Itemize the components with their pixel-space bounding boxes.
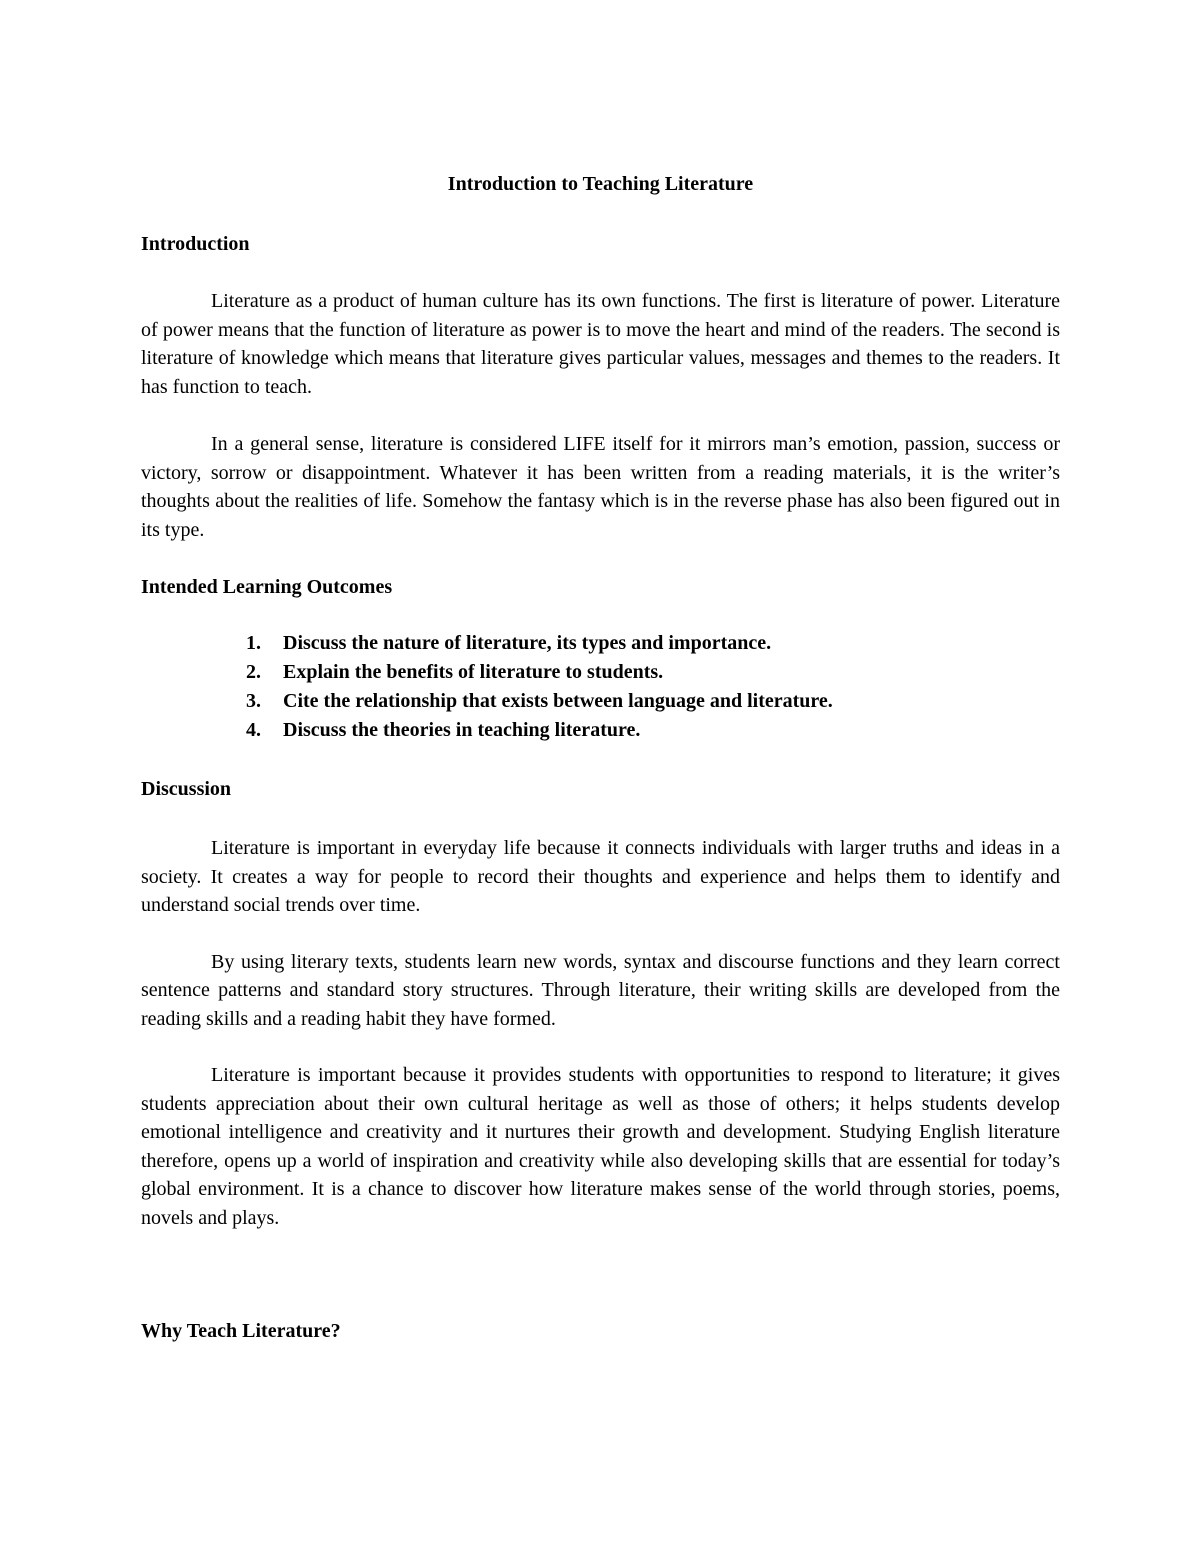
- learning-outcome-text: Explain the benefits of literature to students.: [283, 661, 664, 683]
- document-title: Introduction to Teaching Literature: [447, 173, 754, 195]
- why-teach-heading: Why Teach Literature?: [141, 1320, 341, 1342]
- learning-outcome-text: Discuss the nature of literature, its types and importance.: [283, 632, 772, 654]
- list-number: 3.: [246, 690, 261, 712]
- learning-outcome-item: [141, 716, 1060, 745]
- list-number: 4.: [246, 719, 261, 741]
- discussion-paragraph: Literature is important in everyday life because it connects individuals with larger truths and ideas in a society. It creates a way for people to record their thoughts and experience and helps them to identify and understand social trends over time.: [141, 837, 1060, 916]
- learning-outcome-text: Discuss the theories in teaching literature.: [283, 719, 641, 741]
- introduction-heading: Introduction: [141, 233, 250, 255]
- learning-outcome-text: Cite the relationship that exists between language and literature.: [283, 690, 833, 712]
- list-number: 1.: [246, 632, 261, 654]
- learning-outcome-item: [141, 629, 1060, 658]
- introduction-paragraph: In a general sense, literature is considered LIFE itself for it mirrors man’s emotion, passion, success or victory, sorrow or disappointment. Whatever it has been written from a reading materials, it is the writer’s thoughts about the realities of life. Somehow the fantasy which is in the reverse phase has also been figured out in its type.: [141, 433, 1060, 541]
- introduction-paragraph: Literature as a product of human culture has its own functions. The first is literature of power. Literature of power means that the function of literature as power is to move the heart and mind of the readers. The second is literature of knowledge which means that literature gives particular values, messages and themes to the readers. It has function to teach.: [141, 290, 1060, 398]
- discussion-heading: Discussion: [141, 778, 232, 800]
- learning-outcomes-list: [141, 629, 1060, 745]
- page-content: [141, 170, 1060, 1345]
- learning-outcomes-heading: Intended Learning Outcomes: [141, 576, 393, 598]
- learning-outcome-item: [141, 687, 1060, 716]
- discussion-paragraph: Literature is important because it provides students with opportunities to respond to literature; it gives students appreciation about their own cultural heritage as well as those of others; it helps students develop emotional intelligence and creativity and it nurtures their growth and development. Studying English literature therefore, opens up a world of inspiration and creativity while also developing skills that are essential for today’s global environment. It is a chance to discover how literature makes sense of the world through stories, poems, novels and plays.: [141, 1064, 1060, 1229]
- discussion-paragraph: By using literary texts, students learn new words, syntax and discourse functions and they learn correct sentence patterns and standard story structures. Through literature, their writing skills are developed from the reading skills and a reading habit they have formed.: [141, 950, 1060, 1030]
- learning-outcome-item: [141, 658, 1060, 687]
- list-number: 2.: [246, 661, 261, 683]
